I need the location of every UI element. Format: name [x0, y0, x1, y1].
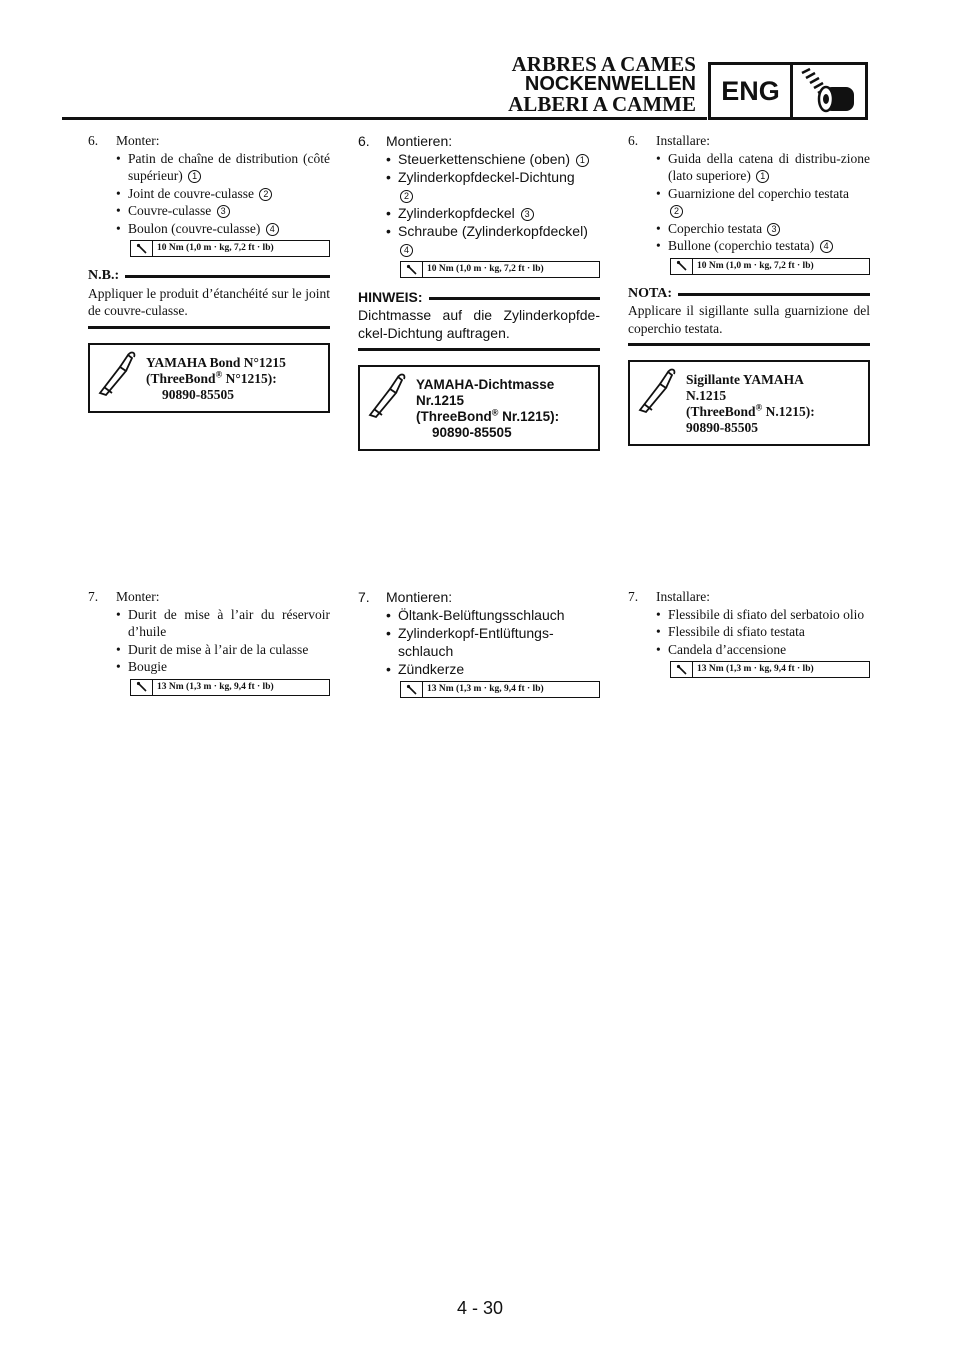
reference-number: 3 [217, 205, 230, 218]
item-list [386, 606, 600, 678]
wrench-icon [671, 259, 693, 274]
step-title: Installare: [656, 589, 710, 604]
wrench-icon [401, 262, 423, 277]
note-text: Applicare il sigillante sulla guarnizione del coperchio testata. [628, 302, 870, 346]
title-german: NOCKENWELLEN [524, 73, 696, 95]
list-item: • Patin de chaîne de distribution (côté supérieur) 1 [116, 150, 330, 185]
sealant-box: Sigillante YAMAHA N.1215 (ThreeBond® N.1215): 90890-85505 [628, 360, 870, 446]
torque-spec [670, 258, 870, 275]
header-titles [508, 54, 696, 114]
reference-number: 4 [266, 223, 279, 236]
step-number: 7. [88, 589, 99, 604]
list-item: • Joint de couvre-culasse 2 [116, 185, 330, 203]
note-block [358, 288, 600, 351]
list-item: • Steuerkettenschiene (oben) 1 [386, 150, 600, 168]
list-item: • Zylinderkopfdeckel-Dichtung 2 [386, 168, 600, 204]
sealant-tube-icon [90, 345, 142, 411]
reference-number: 4 [820, 240, 833, 253]
list-item: • Öltank-Belüftungsschlauch [386, 606, 600, 624]
step-title: Monter: [116, 589, 160, 604]
list-item: • Durit de mise à l’air du réservoir d’huile [116, 606, 330, 641]
step-title: Installare: [656, 133, 710, 148]
torque-value: 13 Nm (1,3 m · kg, 9,4 ft · lb) [697, 664, 814, 674]
item-list [386, 150, 600, 258]
item-list [116, 150, 330, 238]
step-number: 6. [88, 133, 99, 148]
torque-value: 10 Nm (1,0 m · kg, 7,2 ft · lb) [427, 264, 544, 274]
section-label: ENG [711, 65, 793, 117]
list-item: • Durit de mise à l’air de la culasse [116, 641, 330, 659]
step-number: 6. [358, 133, 370, 149]
sealant-part-number: 90890-85505 [162, 386, 234, 402]
torque-value: 10 Nm (1,0 m · kg, 7,2 ft · lb) [697, 260, 814, 271]
wrench-icon [401, 682, 423, 697]
list-item: • Bullone (coperchio testata) 4 [656, 237, 870, 255]
torque-value: 13 Nm (1,3 m · kg, 9,4 ft · lb) [157, 681, 274, 692]
reference-number: 2 [400, 190, 413, 203]
sealant-tube-icon [630, 362, 682, 444]
list-item: • Coperchio testata 3 [656, 220, 870, 238]
sealant-name: YAMAHA-Dichtmasse [416, 377, 555, 392]
torque-spec [130, 240, 330, 257]
wrench-icon [671, 662, 693, 677]
fr-step-7 [88, 588, 330, 700]
sealant-brand: (ThreeBond [686, 404, 756, 419]
list-item: • Zündkerze [386, 660, 600, 678]
list-item: • Zylinderkopf-Entlüftungs-schlauch [386, 624, 600, 660]
item-list [656, 606, 870, 659]
list-item: • Zylinderkopfdeckel 3 [386, 204, 600, 222]
list-item: • Guida della catena di distribu-zione (lato superiore) 1 [656, 150, 870, 185]
reference-number: 2 [670, 205, 683, 218]
torque-spec [400, 681, 600, 698]
torque-spec [130, 679, 330, 696]
torque-value: 10 Nm (1,0 m · kg, 7,2 ft · lb) [157, 243, 274, 253]
list-item: • Couvre-culasse 3 [116, 202, 330, 220]
title-french: ARBRES A CAMES [511, 52, 696, 76]
item-list [656, 150, 870, 255]
note-block [628, 285, 870, 347]
wrench-icon [131, 241, 153, 256]
sealant-number: Nr.1215 [416, 393, 465, 408]
step-title: Montieren: [386, 133, 453, 149]
torque-spec [400, 261, 600, 278]
header-rule [62, 117, 707, 120]
wrench-icon [131, 680, 153, 695]
sealant-name: YAMAHA Bond N°1215 [146, 354, 286, 370]
list-item: • Guarnizione del coperchio testata 2 [656, 185, 870, 220]
torque-value: 13 Nm (1,3 m · kg, 9,4 ft · lb) [427, 684, 544, 694]
reference-number: 1 [576, 154, 589, 167]
reference-number: 3 [521, 208, 534, 221]
de-step-7 [358, 588, 600, 702]
step-number: 7. [628, 589, 639, 604]
note-block [88, 267, 330, 329]
note-label: NOTA: [628, 285, 673, 301]
page-number: 4 - 30 [456, 1298, 504, 1318]
list-item: • Boulon (couvre-culasse) 4 [116, 220, 330, 238]
sealant-box: YAMAHA Bond N°1215 (ThreeBond® N°1215): 90890-85505 [88, 343, 330, 413]
fr-step-6 [88, 132, 330, 413]
note-label: HINWEIS: [358, 289, 423, 305]
list-item: • Flessibile di sfiato testata [656, 623, 870, 641]
list-item: • Bougie [116, 658, 330, 676]
torque-spec [670, 661, 870, 678]
sealant-brand: (ThreeBond [416, 409, 492, 424]
note-text: Appliquer le produit d’étanchéité sur le joint de couvre-culasse. [88, 285, 330, 329]
step-title: Monter: [116, 133, 160, 148]
reference-number: 1 [188, 170, 201, 183]
step-number: 6. [628, 133, 639, 148]
reference-number: 4 [400, 244, 413, 257]
reference-number: 3 [767, 223, 780, 236]
list-item: • Candela d’accensione [656, 641, 870, 659]
item-list [116, 606, 330, 676]
list-item: • Schraube (Zylinderkopfdeckel) 4 [386, 222, 600, 258]
sealant-name: Sigillante YAMAHA [686, 372, 804, 387]
step-title: Montieren: [386, 589, 453, 605]
sealant-part-number: 90890-85505 [686, 420, 758, 435]
note-label: N.B.: [88, 268, 120, 283]
note-text: Dichtmasse auf die Zylinderkopfde-ckel-Dichtung auftragen. [358, 306, 600, 351]
it-step-7 [628, 588, 870, 682]
sealant-box: YAMAHA-Dichtmasse Nr.1215 (ThreeBond® Nr.1215): 90890-85505 [358, 365, 600, 451]
list-item: • Flessibile di sfiato del serbatoio olio [656, 606, 870, 624]
reference-number: 2 [259, 188, 272, 201]
section-badge [708, 62, 868, 120]
camshaft-icon [793, 65, 865, 117]
sealant-part-number: 90890-85505 [432, 425, 512, 440]
sealant-tube-icon [360, 367, 412, 449]
sealant-number: N.1215 [686, 388, 727, 403]
step-number: 7. [358, 589, 370, 605]
title-italian: ALBERI A CAMME [508, 92, 696, 116]
de-step-6 [358, 132, 600, 451]
reference-number: 1 [756, 170, 769, 183]
it-step-6 [628, 132, 870, 446]
sealant-brand: (ThreeBond [146, 370, 216, 386]
